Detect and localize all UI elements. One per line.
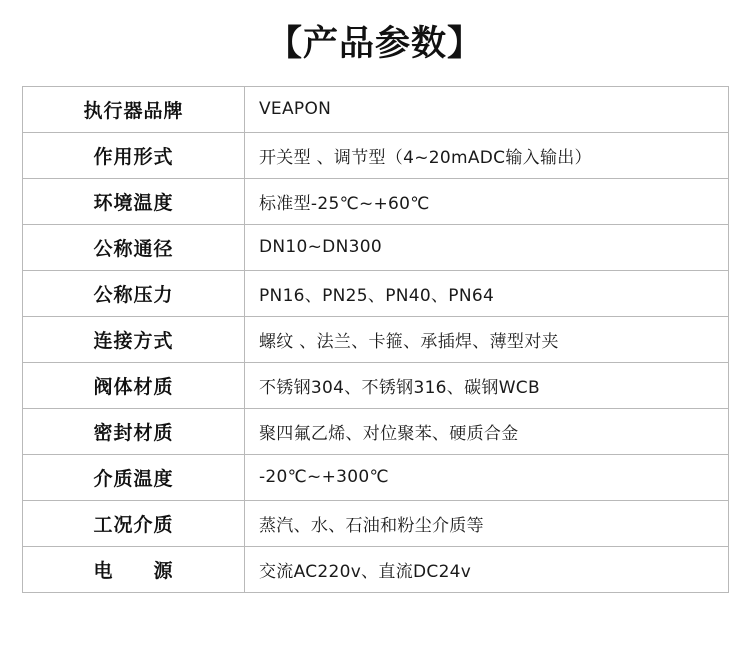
row-label: 阀体材质	[23, 362, 245, 408]
row-value: -20℃~+300℃	[245, 454, 729, 500]
table-row	[23, 408, 729, 454]
table-row	[23, 500, 729, 546]
row-label: 公称压力	[23, 270, 245, 316]
row-value: 聚四氟乙烯、对位聚苯、硬质合金	[245, 408, 729, 454]
row-label: 公称通径	[23, 224, 245, 270]
table-row	[23, 270, 729, 316]
spec-table-container	[0, 86, 750, 593]
table-row	[23, 454, 729, 500]
row-value: 标准型-25℃~+60℃	[245, 178, 729, 224]
row-value: 开关型 、调节型（4~20mADC输入输出）	[245, 132, 729, 178]
table-row	[23, 546, 729, 592]
row-value: VEAPON	[245, 86, 729, 132]
table-row	[23, 362, 729, 408]
row-label: 密封材质	[23, 408, 245, 454]
page-title: 【产品参数】	[266, 24, 483, 64]
row-value: 交流AC220v、直流DC24v	[245, 546, 729, 592]
table-row	[23, 178, 729, 224]
table-row	[23, 86, 729, 132]
row-label: 环境温度	[23, 178, 245, 224]
row-value: 不锈钢304、不锈钢316、碳钢WCB	[245, 362, 729, 408]
spec-table-body	[23, 86, 729, 592]
row-value: 螺纹 、法兰、卡箍、承插焊、薄型对夹	[245, 316, 729, 362]
row-label: 电 源	[23, 546, 245, 592]
row-label: 作用形式	[23, 132, 245, 178]
row-value: DN10~DN300	[245, 224, 729, 270]
row-label: 工况介质	[23, 500, 245, 546]
table-row	[23, 316, 729, 362]
row-value: 蒸汽、水、石油和粉尘介质等	[245, 500, 729, 546]
table-row	[23, 224, 729, 270]
table-row	[23, 132, 729, 178]
row-label: 介质温度	[23, 454, 245, 500]
row-value: PN16、PN25、PN40、PN64	[245, 270, 729, 316]
spec-table	[22, 86, 729, 593]
row-label: 执行器品牌	[23, 86, 245, 132]
row-label: 连接方式	[23, 316, 245, 362]
